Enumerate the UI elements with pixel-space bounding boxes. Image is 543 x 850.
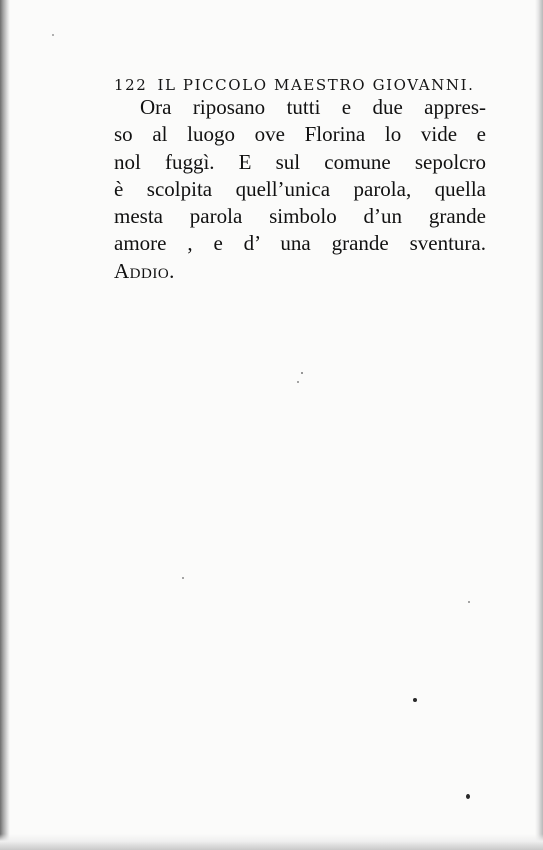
scan-edge-right <box>535 0 543 850</box>
ink-speck <box>413 698 417 702</box>
ink-speck <box>182 577 184 579</box>
running-header <box>114 76 494 94</box>
text-line-1: Ora riposano tutti e due appres- <box>140 95 486 119</box>
text-line-2: so al luogo ove Florina lo vide e <box>114 122 486 147</box>
ink-speck <box>466 794 470 799</box>
ink-speck <box>468 601 470 603</box>
text-line-4: è scolpita quell’unica parola, quella <box>114 176 486 201</box>
scan-edge-left <box>0 0 10 850</box>
text-line-6: amore , e d’ una grande sventura. <box>114 231 486 256</box>
body-text <box>114 94 486 285</box>
ink-speck <box>297 381 299 383</box>
ink-speck <box>52 34 54 36</box>
running-title: IL PICCOLO MAESTRO GIOVANNI. <box>157 76 475 94</box>
closing-word: Addio. <box>114 258 175 283</box>
ink-speck <box>301 372 303 374</box>
page-number: 122 <box>114 76 148 94</box>
scan-edge-bottom <box>0 834 543 850</box>
text-line-5: mesta parola simbolo d’un grande <box>114 204 486 229</box>
text-line-3: nol fuggì. E sul comune sepolcro <box>114 149 486 174</box>
